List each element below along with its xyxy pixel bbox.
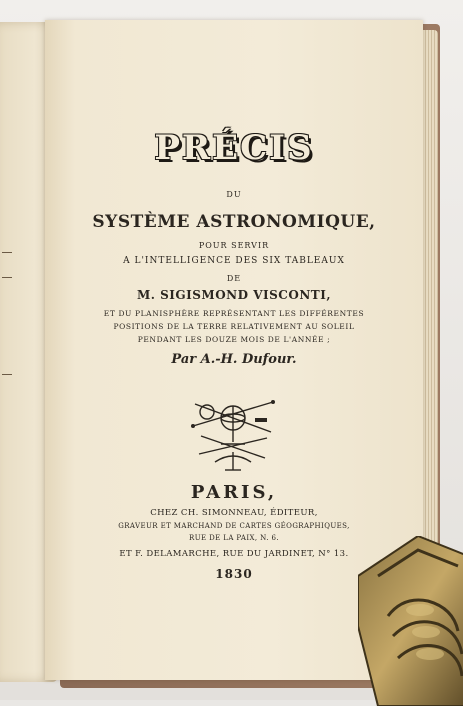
publication-year: 1830 bbox=[215, 567, 253, 581]
intelligence-line: A L'INTELLIGENCE DES SIX TABLEAUX bbox=[123, 256, 345, 266]
subtitle-system: SYSTÈME ASTRONOMIQUE, bbox=[92, 212, 376, 232]
publisher-line: CHEZ CH. SIMONNEAU, ÉDITEUR, bbox=[150, 508, 318, 518]
left-page-mark bbox=[2, 252, 12, 253]
planisphere-line-1: ET DU PLANISPHÈRE REPRÉSENTANT LES DIFFÉRENTES bbox=[103, 309, 365, 318]
second-publisher-line: ET F. DELAMARCHE, RUE DU JARDINET, N° 13. bbox=[119, 549, 349, 559]
planisphere-line-2: POSITIONS DE LA TERRE RELATIVEMENT AU SOLEIL bbox=[113, 322, 355, 331]
pour-servir: POUR SERVIR bbox=[198, 241, 270, 250]
engraver-line: GRAVEUR ET MARCHAND DE CARTES GÉOGRAPHIQUES, bbox=[118, 522, 350, 530]
book-title: PRÉCIS bbox=[154, 128, 314, 168]
visconti-name: M. SIGISMOND VISCONTI, bbox=[136, 288, 332, 302]
address-line: RUE DE LA PAIX, N. 6. bbox=[189, 534, 279, 542]
brass-paperweight-icon bbox=[358, 536, 463, 706]
author-byline: Par A.-H. Dufour. bbox=[171, 352, 297, 367]
astronomy-vignette-icon bbox=[185, 392, 281, 474]
left-page-mark bbox=[2, 374, 12, 375]
planisphere-line-3: PENDANT LES DOUZE MOIS DE L'ANNÉE ; bbox=[137, 335, 331, 344]
left-page-mark bbox=[2, 277, 12, 278]
city: PARIS, bbox=[190, 482, 278, 503]
title-du: DU bbox=[226, 190, 242, 199]
title-de: DE bbox=[226, 274, 242, 283]
